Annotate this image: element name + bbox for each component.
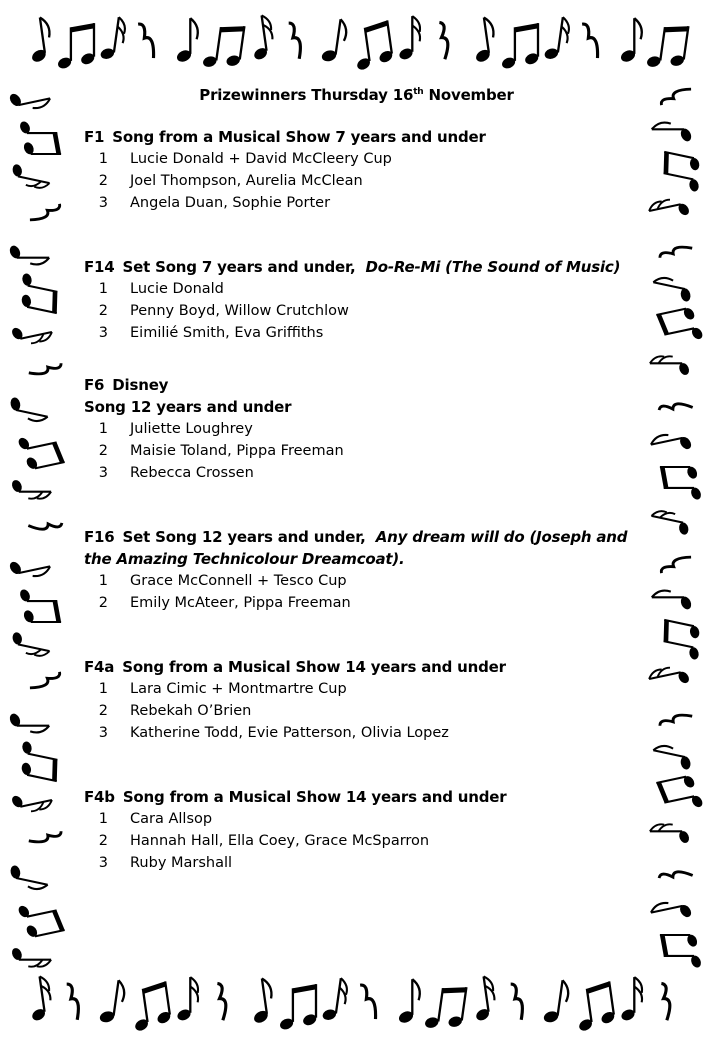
music-note-icon: [648, 196, 692, 224]
music-note-icon: [18, 120, 61, 156]
music-note-icon: [28, 516, 62, 533]
music-note-icon: [650, 897, 695, 926]
class-code: F4a: [84, 658, 115, 676]
class-subtitle: Song 12 years and under: [84, 398, 292, 416]
music-note-icon: [128, 981, 174, 1033]
music-note-icon: [7, 85, 52, 114]
results-list: [84, 418, 629, 484]
place-number: 3: [98, 855, 108, 871]
music-note-icon: [25, 16, 54, 64]
place-number: 1: [98, 421, 108, 437]
music-note-icon: [175, 18, 198, 64]
music-note-icon: [8, 630, 52, 658]
place-number: 1: [98, 681, 108, 697]
winner-names: Ruby Marshall: [130, 855, 233, 871]
music-note-icon: [10, 946, 51, 966]
class-code: F4b: [84, 788, 115, 806]
music-note-icon: [650, 744, 695, 773]
music-note-icon: [18, 588, 61, 624]
results-list: [84, 808, 629, 874]
prizewinners-document: [84, 86, 629, 916]
music-note-icon: [541, 978, 570, 1026]
music-note-icon: [660, 247, 692, 258]
set-piece: Do-Re-Mi (The Sound of Music): [365, 258, 621, 276]
music-note-icon: [620, 977, 642, 1022]
music-note-icon: [648, 664, 692, 692]
music-note-icon: [500, 23, 540, 70]
music-note-icon: [650, 356, 691, 376]
result-item: [84, 440, 629, 462]
place-number: 3: [98, 195, 108, 211]
page-title-suffix: November: [423, 86, 514, 104]
music-note-icon: [247, 14, 275, 62]
class-code: F6: [84, 376, 105, 394]
music-note-icon: [16, 429, 65, 473]
section-heading: [84, 656, 629, 678]
results-list: [84, 570, 629, 614]
section-heading: [84, 126, 629, 148]
section-heading: [84, 786, 629, 808]
music-note-icon: [14, 739, 63, 783]
result-item: [84, 322, 629, 344]
winner-names: Penny Boyd, Willow Crutchlow: [130, 303, 349, 319]
place-number: 2: [98, 703, 108, 719]
place-number: 3: [98, 725, 108, 741]
music-note-icon: [659, 400, 693, 417]
result-item: [84, 300, 629, 322]
result-item: [84, 278, 629, 300]
section-f4b: [84, 786, 629, 874]
page-title: [84, 86, 629, 104]
place-number: 3: [98, 325, 108, 341]
class-title: Song from a Musical Show 14 years and under: [122, 658, 506, 676]
music-note-icon: [212, 983, 229, 1020]
music-note-icon: [434, 22, 451, 59]
results-list: [84, 678, 629, 744]
winner-names: Cara Allsop: [130, 811, 213, 827]
class-title: Set Song 7 years and under,: [122, 258, 356, 276]
music-note-icon: [8, 162, 52, 190]
music-note-icon: [6, 395, 51, 424]
place-number: 3: [98, 465, 108, 481]
place-number: 2: [98, 443, 108, 459]
result-item: [84, 808, 629, 830]
place-number: 2: [98, 595, 108, 611]
winner-names: Joel Thompson, Aurelia McClean: [130, 173, 363, 189]
music-note-icon: [649, 509, 693, 537]
winner-names: Eimilié Smith, Eva Griffiths: [130, 325, 324, 341]
music-note-icon: [656, 304, 705, 348]
winner-names: Grace McConnell + Tesco Cup: [130, 573, 347, 589]
music-note-icon: [650, 824, 691, 844]
music-note-icon: [619, 18, 642, 64]
result-item: [84, 570, 629, 592]
winner-names: Katherine Todd, Evie Patterson, Olivia Lopez: [130, 725, 449, 741]
result-item: [84, 592, 629, 614]
winner-names: Maisie Toland, Pippa Freeman: [130, 443, 344, 459]
music-note-icon: [660, 933, 703, 969]
place-number: 1: [98, 811, 108, 827]
result-item: [84, 418, 629, 440]
winner-names: Rebecca Crossen: [130, 465, 254, 481]
music-note-icon: [422, 982, 468, 1034]
section-heading: [84, 526, 629, 570]
music-note-icon: [659, 868, 693, 885]
music-note-icon: [247, 977, 276, 1025]
music-note-icon: [320, 976, 348, 1024]
music-note-icon: [469, 16, 498, 64]
music-note-icon: [16, 897, 65, 941]
results-list: [84, 278, 629, 344]
music-note-icon: [138, 23, 155, 60]
place-number: 1: [98, 151, 108, 167]
result-item: [84, 170, 629, 192]
winner-names: Angela Duan, Sophie Porter: [130, 195, 331, 211]
place-number: 1: [98, 281, 108, 297]
winner-names: Lucie Donald: [130, 281, 224, 297]
class-title: Song from a Musical Show 7 years and under: [112, 128, 486, 146]
class-code: F14: [84, 258, 115, 276]
winner-names: Rebekah O’Brien: [130, 703, 252, 719]
section-f6: [84, 374, 629, 484]
page-title-text: Prizewinners Thursday 16: [199, 86, 414, 104]
result-item: [84, 830, 629, 852]
music-note-icon: [511, 984, 523, 1020]
place-number: 2: [98, 173, 108, 189]
place-number: 1: [98, 573, 108, 589]
music-note-icon: [319, 17, 348, 65]
music-note-icon: [9, 319, 53, 347]
class-code: F16: [84, 528, 115, 546]
winner-names: Lara Cimic + Montmartre Cup: [130, 681, 347, 697]
result-item: [84, 852, 629, 874]
music-note-icon: [7, 553, 52, 582]
music-note-icon: [397, 979, 420, 1025]
music-note-icon: [9, 787, 53, 815]
music-note-icon: [650, 429, 695, 458]
music-note-icon: [98, 15, 126, 63]
music-note-icon: [659, 556, 693, 573]
winner-names: Hannah Hall, Ella Coey, Grace McSparron: [130, 833, 430, 849]
music-note-icon: [360, 984, 377, 1021]
music-note-icon: [200, 21, 246, 73]
class-title: Song from a Musical Show 14 years and under: [122, 788, 507, 806]
music-note-icon: [6, 863, 51, 892]
music-note-icon: [656, 983, 673, 1020]
section-heading: [84, 256, 629, 278]
class-title: Disney: [112, 376, 169, 394]
place-number: 2: [98, 303, 108, 319]
music-note-icon: [56, 23, 96, 70]
music-note-icon: [652, 123, 693, 144]
music-note-icon: [656, 772, 705, 816]
music-note-icon: [542, 15, 570, 63]
music-note-icon: [657, 618, 706, 662]
result-item: [84, 722, 629, 744]
music-note-icon: [659, 88, 693, 105]
music-note-icon: [572, 981, 618, 1033]
music-note-icon: [660, 465, 703, 501]
class-code: F1: [84, 128, 105, 146]
music-note-icon: [14, 271, 63, 315]
music-note-icon: [278, 984, 318, 1031]
section-f16: [84, 526, 629, 614]
music-note-icon: [657, 150, 706, 194]
music-note-icon: [650, 276, 695, 305]
music-note-icon: [67, 984, 79, 1020]
music-note-icon: [29, 831, 61, 842]
result-item: [84, 192, 629, 214]
section-f4a: [84, 656, 629, 744]
results-list: [84, 148, 629, 214]
music-note-icon: [28, 672, 62, 689]
winner-names: Juliette Loughrey: [130, 421, 253, 437]
section-f1: [84, 126, 629, 214]
result-item: [84, 700, 629, 722]
class-title: Set Song 12 years and under,: [122, 528, 366, 546]
music-note-icon: [469, 975, 497, 1023]
music-note-icon: [660, 715, 692, 726]
music-note-icon: [652, 591, 693, 612]
music-note-icon: [176, 977, 198, 1022]
music-note-icon: [29, 363, 61, 374]
winner-names: Emily McAteer, Pippa Freeman: [130, 595, 351, 611]
music-note-icon: [28, 204, 62, 221]
music-note-icon: [10, 478, 51, 498]
result-item: [84, 462, 629, 484]
music-note-icon: [398, 16, 420, 61]
music-note-icon: [582, 23, 599, 60]
music-note-icon: [8, 712, 49, 733]
music-note-icon: [97, 978, 126, 1026]
music-note-icon: [25, 975, 53, 1023]
section-heading: [84, 374, 629, 396]
place-number: 2: [98, 833, 108, 849]
music-note-icon: [350, 20, 396, 72]
page-title-sup: th: [413, 87, 424, 97]
music-note-icon: [289, 23, 301, 59]
music-note-icon: [644, 21, 690, 73]
section-f14: [84, 256, 629, 344]
music-note-icon: [8, 244, 49, 265]
result-item: [84, 678, 629, 700]
result-item: [84, 148, 629, 170]
set-piece: Any dream will do (Joseph and the Amazing Technicolour Dreamcoat).: [84, 528, 628, 568]
winner-names: Lucie Donald + David McCleery Cup: [130, 151, 392, 167]
